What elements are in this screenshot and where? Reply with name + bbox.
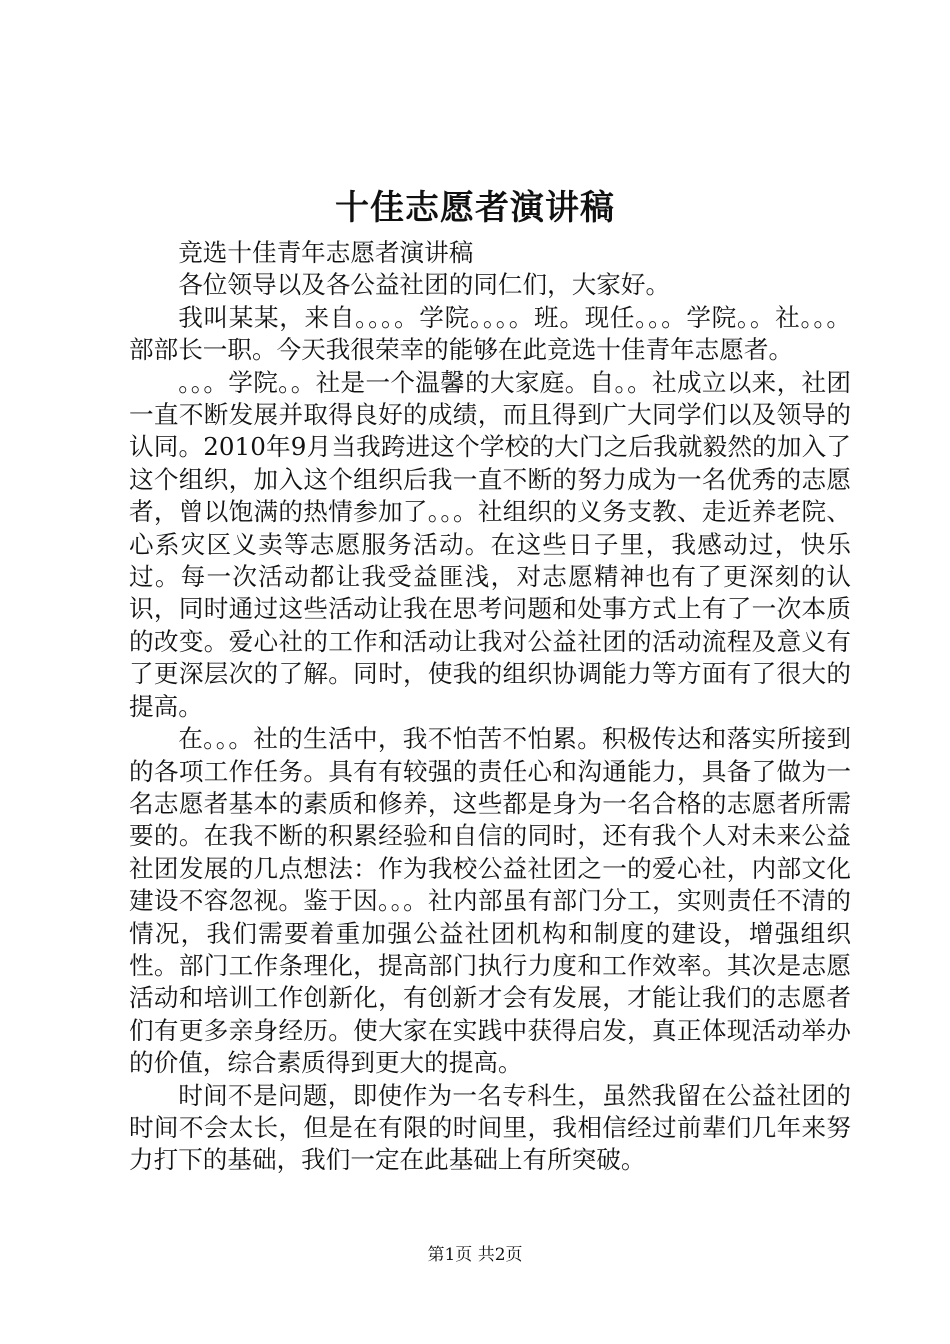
document-body [129, 237, 851, 1177]
paragraph-ideas: 在。。。社的生活中，我不怕苦不怕累。积极传达和落实所接到的各项工作任务。具有有较强的责任心和沟通能力，具备了做为一名志愿者基本的素质和修养，这些都是身为一名合格的志愿者所需要的。在我不断的积累经验和自信的同时，还有我个人对未来公益社团发展的几点想法：作为我校公益社团之一的爱心社，内部文化建设不容忽视。鉴于因。。。社内部虽有部门分工，实则责任不清的情况，我们需要着重加强公益社团机构和制度的建设，增强组织性。部门工作条理化，提高部门执行力度和工作效率。其次是志愿活动和培训工作创新化，有创新才会有发展，才能让我们的志愿者们有更多亲身经历。使大家在实践中获得启发，真正体现活动举办的价值，综合素质得到更大的提高。 [129, 724, 851, 1078]
page-number-footer: 第1页 共2页 [427, 1245, 523, 1265]
paragraph-closing: 时间不是问题，即使作为一名专科生，虽然我留在公益社团的时间不会太长，但是在有限的时间里，我相信经过前辈们几年来努力打下的基础，我们一定在此基础上有所突破。 [129, 1080, 851, 1175]
paragraph-introduction: 我叫某某，来自。。。。学院。。。。班。现任。。。学院。。社。。。部部长一职。今天我很荣幸的能够在此竞选十佳青年志愿者。 [129, 302, 851, 365]
paragraph-experience: 。。。学院。。社是一个温馨的大家庭。自。。社成立以来，社团一直不断发展并取得良好的成绩，而且得到广大同学们以及领导的认同。2010年9月当我跨进这个学校的大门之后我就毅然的加入了这个组织，加入这个组织后我一直不断的努力成为一名优秀的志愿者，曾以饱满的热情参加了。。。社组织的义务支教、走近养老院、心系灾区义卖等志愿服务活动。在这些日子里，我感动过，快乐过。每一次活动都让我受益匪浅，对志愿精神也有了更深刻的认识，同时通过这些活动让我在思考问题和处事方式上有了一次本质的改变。爱心社的工作和活动让我对公益社团的活动流程及意义有了更深层次的了解。同时，使我的组织协调能力等方面有了很大的提高。 [129, 367, 851, 721]
paragraph-greeting: 各位领导以及各公益社团的同仁们，大家好。 [178, 270, 671, 300]
document-title: 十佳志愿者演讲稿 [335, 188, 615, 228]
paragraph-subtitle: 竞选十佳青年志愿者演讲稿 [178, 238, 474, 267]
